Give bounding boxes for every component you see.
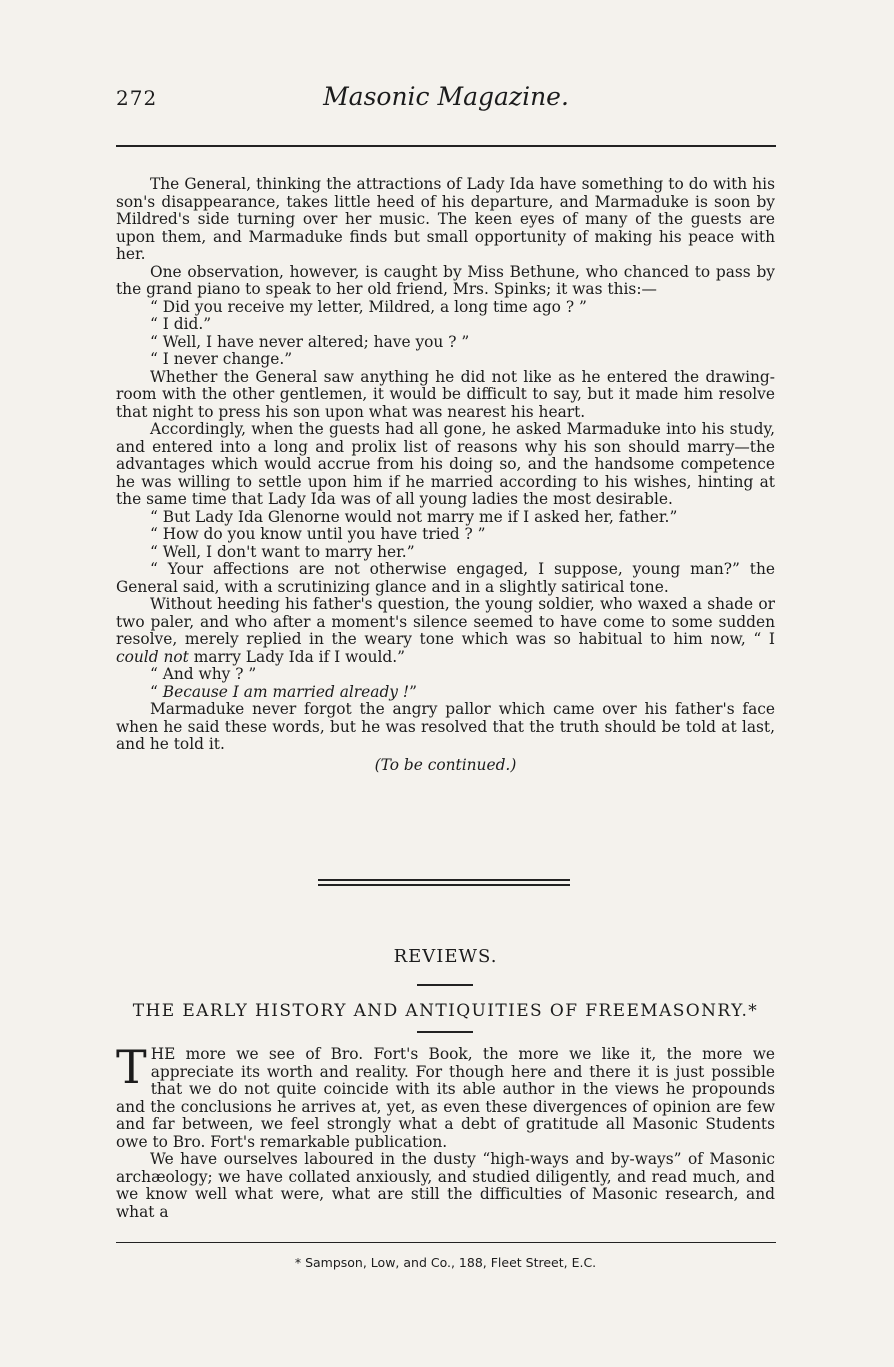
story-text bbox=[116, 176, 775, 774]
quote-close: ” bbox=[409, 682, 417, 701]
review-paragraph bbox=[116, 1040, 775, 1151]
emphasis-text: Because I am married already ! bbox=[162, 682, 410, 701]
quote-open: “ I bbox=[753, 630, 775, 648]
story-paragraph: The General, thinking the attractions of Lady Ida have something to do with his son's disappearance, takes little heed of his departure, and Marmaduke is soon by Mildred's side turning over her music. The keen eyes of many of the guests are upon them, and Marmaduke finds but small opportunity of making his peace with her. bbox=[116, 175, 775, 263]
story-paragraph: Whether the General saw anything he did not like as he entered the drawing-room with the other gentlemen, it would be difficult to say, but it made him resolve that night to press his son upon what was nearest his heart. bbox=[116, 367, 775, 421]
section-divider-bottom bbox=[318, 884, 570, 886]
footnote-rule bbox=[116, 1242, 776, 1243]
story-paragraph: One observation, however, is caught by Miss Bethune, who chanced to pass by the grand piano to speak to her old friend, Mrs. Spinks; it was this:— bbox=[116, 262, 775, 298]
quote-rest: marry Lady Ida if I would.” bbox=[193, 647, 406, 666]
review-paragraph-text: HE more we see of Bro. Fort's Book, the more we like it, the more we appreciate its worth and reality. For though here and there it is just possible that we do not quite coincide with its able author in the views he propounds and the conclusions he arrives at, yet, as even these divergences of opinion are few and far between, we feel strongly what a debt of gratitude all Masonic Students owe to Bro. Fort's remarkable publication. bbox=[116, 1045, 775, 1151]
story-paragraph: Marmaduke never forgot the angry pallor which came over his father's face when he said these words, but he was resolved that the truth should be told at last, and he told it. bbox=[116, 700, 775, 753]
dialogue-line: “ Your affections are not otherwise engaged, I suppose, young man?” the General said, with a scrutinizing glance and in a slightly satirical tone. bbox=[116, 560, 775, 596]
dialogue-line: “ But Lady Ida Glenorne would not marry me if I asked her, father.” bbox=[150, 507, 678, 526]
dialogue-line bbox=[116, 684, 775, 702]
review-text bbox=[116, 1040, 775, 1221]
emphasis-text: could not bbox=[116, 647, 189, 666]
reviews-heading: REVIEWS. bbox=[393, 946, 498, 967]
article-title: THE EARLY HISTORY AND ANTIQUITIES OF FREEMASONRY.* bbox=[132, 1001, 759, 1021]
review-paragraph: We have ourselves laboured in the dusty “high-ways and by-ways” of Masonic archæology; we have collated anxiously, and studied diligently, and read much, and we know well what were, what are still the difficulties of Masonic research, and what a bbox=[116, 1150, 775, 1221]
dialogue-line: “ How do you know until you have tried ? ” bbox=[150, 525, 486, 543]
dialogue-line: “ And why ? ” bbox=[150, 665, 257, 683]
page-number: 272 bbox=[116, 86, 158, 110]
page-header bbox=[116, 82, 776, 122]
section-divider-top bbox=[318, 879, 570, 881]
reviews-heading-rule bbox=[417, 984, 473, 986]
article-title-rule bbox=[417, 1031, 473, 1033]
dialogue-line: “ Did you receive my letter, Mildred, a long time ago ? ” bbox=[150, 297, 587, 316]
to-be-continued: (To be continued.) bbox=[374, 755, 517, 774]
footnote: * Sampson, Low, and Co., 188, Fleet Street, E.C. bbox=[294, 1255, 597, 1270]
header-rule bbox=[116, 145, 776, 147]
story-paragraph: Accordingly, when the guests had all gone, he asked Marmaduke into his study, and entered into a long and prolix list of reasons why his son should marry—the advantages which would accrue from his doing so, and the handsome competence he was willing to settle upon him if he married according to his wishes, hinting at the same time that Lady Ida was of all young ladies the most desirable. bbox=[116, 420, 775, 508]
story-paragraph bbox=[116, 596, 775, 666]
drop-cap: T bbox=[116, 1040, 147, 1094]
running-title: Masonic Magazine. bbox=[323, 82, 569, 111]
dialogue-line: “ Well, I have never altered; have you ? ” bbox=[150, 332, 470, 351]
quote-open: “ bbox=[150, 682, 158, 701]
dialogue-line: “ Well, I don't want to marry her.” bbox=[150, 542, 415, 561]
story-paragraph-text: Without heeding his father's question, the young soldier, who waxed a shade or two paler, and who after a moment's silence seemed to have come to some sudden resolve, merely replied in the weary tone which was so habitual to him now, bbox=[116, 595, 775, 648]
dialogue-line: “ I never change.” bbox=[150, 350, 293, 368]
dialogue-line: “ I did.” bbox=[150, 315, 212, 333]
